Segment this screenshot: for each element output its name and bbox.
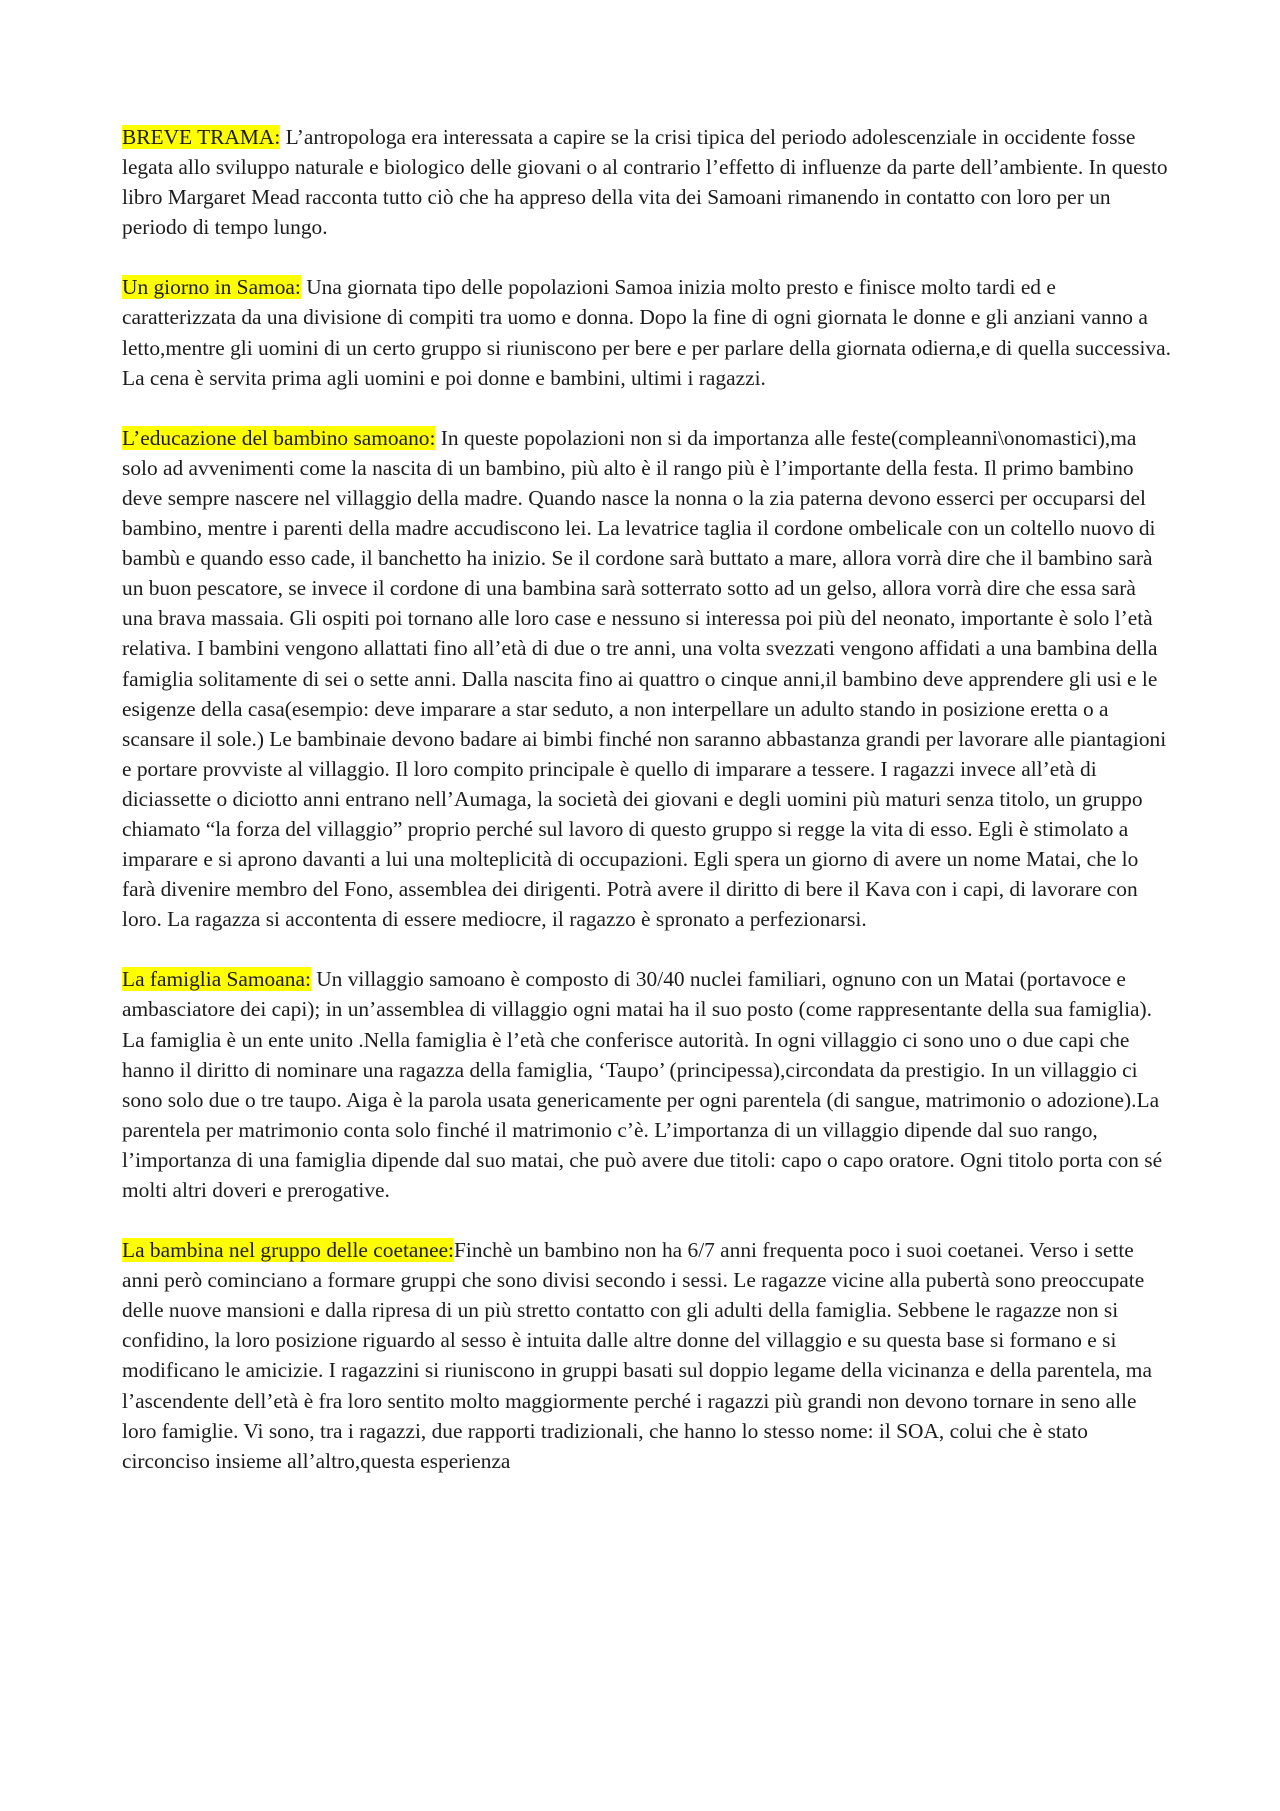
section-heading: Un giorno in Samoa: xyxy=(122,275,301,300)
section-heading: La famiglia Samoana: xyxy=(122,967,311,992)
section-heading: La bambina nel gruppo delle coetanee: xyxy=(122,1238,455,1263)
section-heading: BREVE TRAMA: xyxy=(122,125,281,149)
section-educazione-bambino xyxy=(122,423,1172,935)
section-bambina-coetanee xyxy=(122,1235,1172,1476)
section-body: Una giornata tipo delle popolazioni Samoa inizia molto presto e finisce molto tardi ed e caratterizzata da una divisione di compiti tra uomo e donna. Dopo la fine di ogni giornata le donne e gli anziani vanno a letto,mentre gli uomini di un certo gruppo si riuniscono per bere e per parlare della giornata odierna,e di quella successiva. La cena è servita prima agli uomini e poi donne e bambini, ultimi i ragazzi. xyxy=(122,275,1171,390)
document-page xyxy=(122,122,1172,1506)
section-body: L’antropologa era interessata a capire se la crisi tipica del periodo adolescenziale in occidente fosse legata allo sviluppo naturale e biologico delle giovani o al contrario l’effetto di influenze da parte dell’ambiente. In questo libro Margaret Mead racconta tutto ciò che ha appreso della vita dei Samoani rimanendo in contatto con loro per un periodo di tempo lungo. xyxy=(122,125,1168,240)
section-body: Un villaggio samoano è composto di 30/40 nuclei familiari, ognuno con un Matai (portavoce e ambasciatore dei capi); in un’assemblea di villaggio ogni matai ha il suo posto (come rappresentante della sua famiglia). La famiglia è un ente unito .Nella famiglia è l’età che conferisce autorità. In ogni villaggio ci sono uno o due capi che hanno il diritto di nominare una ragazza della famiglia, ‘Taupo’ (principessa),circondata da prestigio. In un villaggio ci sono solo due o tre taupo. Aiga è la parola usata genericamente per ogni parentela (di sangue, matrimonio o adozione).La parentela per matrimonio conta solo finché il matrimonio c’è. L’importanza di un villaggio dipende dal suo rango, l’importanza di una famiglia dipende dal suo matai, che può avere due titoli: capo o capo oratore. Ogni titolo porta con sé molti altri doveri e prerogative. xyxy=(122,967,1163,1202)
section-breve-trama xyxy=(122,122,1172,242)
section-body: Finchè un bambino non ha 6/7 anni frequenta poco i suoi coetanei. Verso i sette anni però cominciano a formare gruppi che sono divisi secondo i sessi. Le ragazze vicine alla pubertà sono preoccupate delle nuove mansioni e dalla ripresa di un più stretto contatto con gli adulti della famiglia. Sebbene le ragazze non si confidino, la loro posizione riguardo al sesso è intuita dalle altre donne del villaggio e su questa base si formano e si modificano le amicizie. I ragazzini si riuniscono in gruppi basati sul doppio legame della vicinanza e della parentela, ma l’ascendente dell’età è fra loro sentito molto maggiormente perché i ragazzi più grandi non devono tornare in seno alle loro famiglie. Vi sono, tra i ragazzi, due rapporti tradizionali, che hanno lo stesso nome: il SOA, colui che è stato circonciso insieme all’altro,questa esperienza xyxy=(122,1238,1152,1473)
section-body: In queste popolazioni non si da importanza alle feste(compleanni\onomastici),ma solo ad avvenimenti come la nascita di un bambino, più alto è il rango più è l’importante della festa. Il primo bambino deve sempre nascere nel villaggio della madre. Quando nasce la nonna o la zia paterna devono esserci per occuparsi del bambino, mentre i parenti della madre accudiscono lei. La levatrice taglia il cordone ombelicale con un coltello nuovo di bambù e quando esso cade, il banchetto ha inizio. Se il cordone sarà buttato a mare, allora vorrà dire che il bambino sarà un buon pescatore, se invece il cordone di una bambina sarà sotterrato sotto ad un gelso, allora vorrà dire che essa sarà una brava massaia. Gli ospiti poi tornano alle loro case e nessuno si interessa poi più del neonato, importante è solo l’età relativa. I bambini vengono allattati fino all’età di due o tre anni, una volta svezzati vengono affidati a una bambina della famiglia solitamente di sei o sette anni. Dalla nascita fino ai quattro o cinque anni,il bambino deve apprendere gli usi e le esigenze della casa(esempio: deve imparare a star seduto, a non interpellare un adulto stando in posizione eretta o a scansare il sole.) Le bambinaie devono badare ai bimbi finché non saranno abbastanza grandi per lavorare alle piantagioni e portare provviste al villaggio. Il loro compito principale è quello di imparare a tessere. I ragazzi invece all’età di diciassette o diciotto anni entrano nell’Aumaga, la società dei giovani e degli uomini più maturi senza titolo, un gruppo chiamato “la forza del villaggio” proprio perché sul lavoro di questo gruppo si regge la vita di esso. Egli è stimolato a imparare e si aprono davanti a lui una molteplicità di occupazioni. Egli spera un giorno di avere un nome Matai, che lo farà divenire membro del Fono, assemblea dei dirigenti. Potrà avere il diritto di bere il Kava con i capi, di lavorare con loro. La ragazza si accontenta di essere mediocre, il ragazzo è spronato a perfezionarsi. xyxy=(122,425,1167,932)
section-un-giorno-in-samoa xyxy=(122,272,1172,392)
section-heading: L’educazione del bambino samoano: xyxy=(122,425,436,450)
section-famiglia-samoana xyxy=(122,964,1172,1205)
